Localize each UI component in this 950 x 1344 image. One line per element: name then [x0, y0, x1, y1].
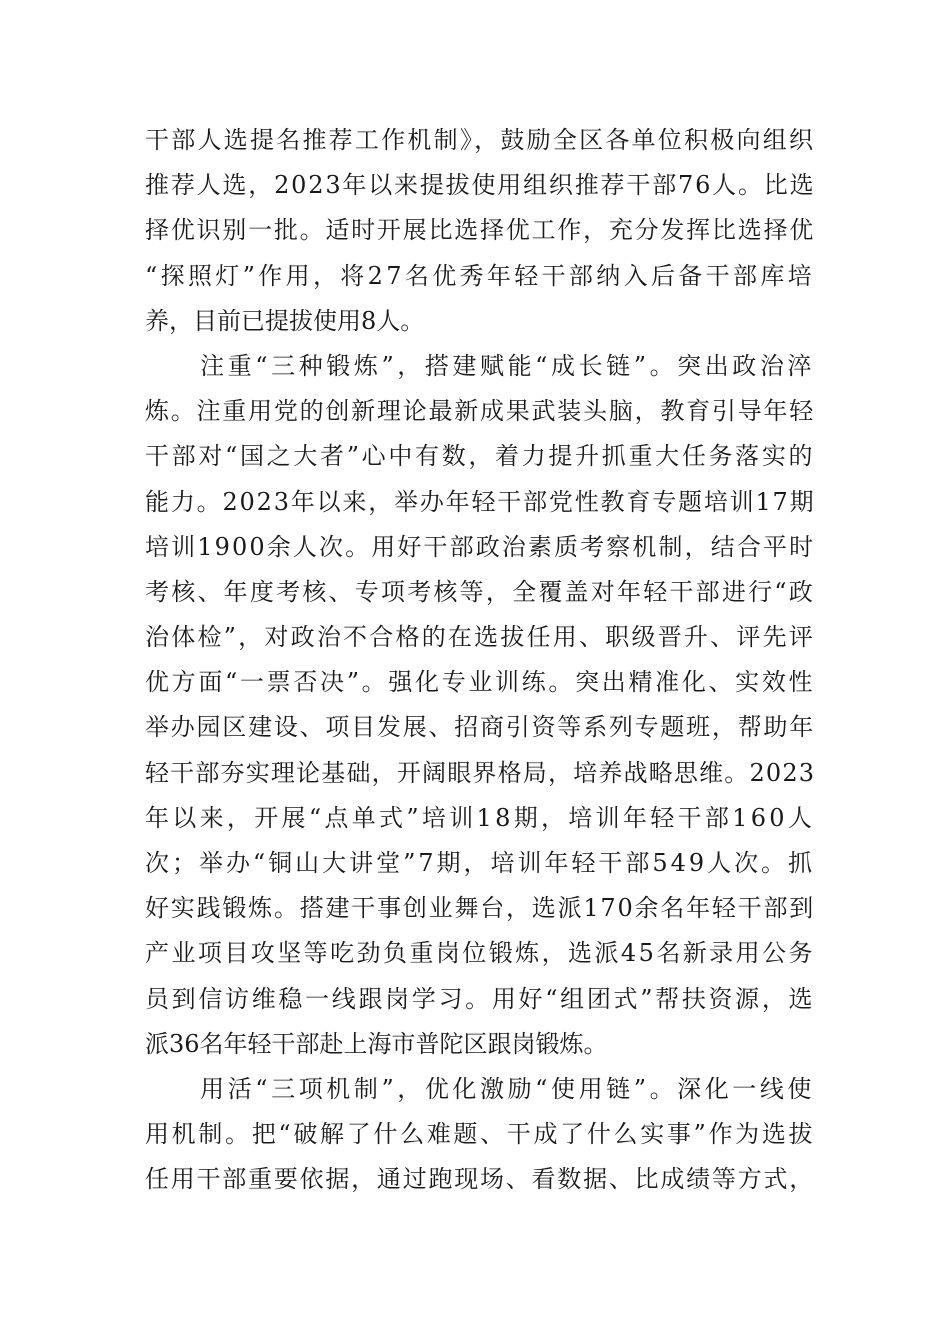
text-line: 轻干部夯实理论基础，开阔眼界格局，培养战略思维。2023	[145, 758, 816, 787]
text-line: 能力。2023年以来，举办年轻干部党性教育专题培训17期	[145, 487, 816, 516]
text-line: 培训1900余人次。用好干部政治素质考察机制，结合平时	[145, 532, 816, 561]
text-line: 炼。注重用党的创新理论最新成果武装头脑，教育引导年轻	[145, 397, 815, 426]
paragraph-1	[145, 118, 815, 344]
text-line: 任用干部重要依据，通过跑现场、看数据、比成绩等方式，	[145, 1165, 815, 1194]
text-line: 推荐人选，2023年以来提拔使用组织推荐干部76人。比选	[145, 171, 816, 200]
text-line: 产业项目攻坚等吃劲负重岗位锻炼，选派45名新录用公务	[145, 939, 815, 968]
text-line: 年以来，开展“点单式”培训18期，培训年轻干部160人	[145, 803, 816, 832]
text-line: 好实践锻炼。搭建干事创业舞台，选派170余名年轻干部到	[145, 894, 815, 923]
text-line: 干部对“国之大者”心中有数，着力提升抓重大任务落实的	[145, 442, 816, 471]
text-line: 用机制。把“破解了什么难题、干成了什么实事”作为选拔	[145, 1120, 816, 1149]
text-line: 员到信访维稳一线跟岗学习。用好“组团式”帮扶资源，选	[145, 984, 816, 1013]
text-line: 派36名年轻干部赴上海市普陀区跟岗锻炼。	[145, 1029, 608, 1058]
text-line: 用活“三项机制”，优化激励“使用链”。深化一线使	[145, 1074, 815, 1103]
text-line: 干部人选提名推荐工作机制》，鼓励全区各单位积极向组织	[145, 126, 816, 154]
body-text	[145, 118, 815, 1203]
paragraph-3	[145, 1067, 815, 1203]
text-line: 养，目前已提拔使用8人。	[145, 306, 425, 335]
text-line: “探照灯”作用，将27名优秀年轻干部纳入后备干部库培	[145, 261, 815, 290]
text-line: 次；举办“铜山大讲堂”7期，培训年轻干部549人次。抓	[145, 849, 815, 877]
text-line: 考核、年度考核、专项考核等，全覆盖对年轻干部进行“政	[145, 577, 815, 606]
text-line: 治体检”，对政治不合格的在选拔任用、职级晋升、评先评	[145, 623, 815, 652]
text-line: 注重“三种锻炼”，搭建赋能“成长链”。突出政治淬	[145, 351, 815, 380]
text-line: 择优识别一批。适时开展比选择优工作，充分发挥比选择优	[145, 216, 815, 245]
text-line: 优方面“一票否决”。强化专业训练。突出精准化、实效性	[145, 668, 816, 697]
paragraph-2	[145, 344, 815, 1067]
text-line: 举办园区建设、项目发展、招商引资等系列专题班，帮助年	[145, 713, 815, 742]
